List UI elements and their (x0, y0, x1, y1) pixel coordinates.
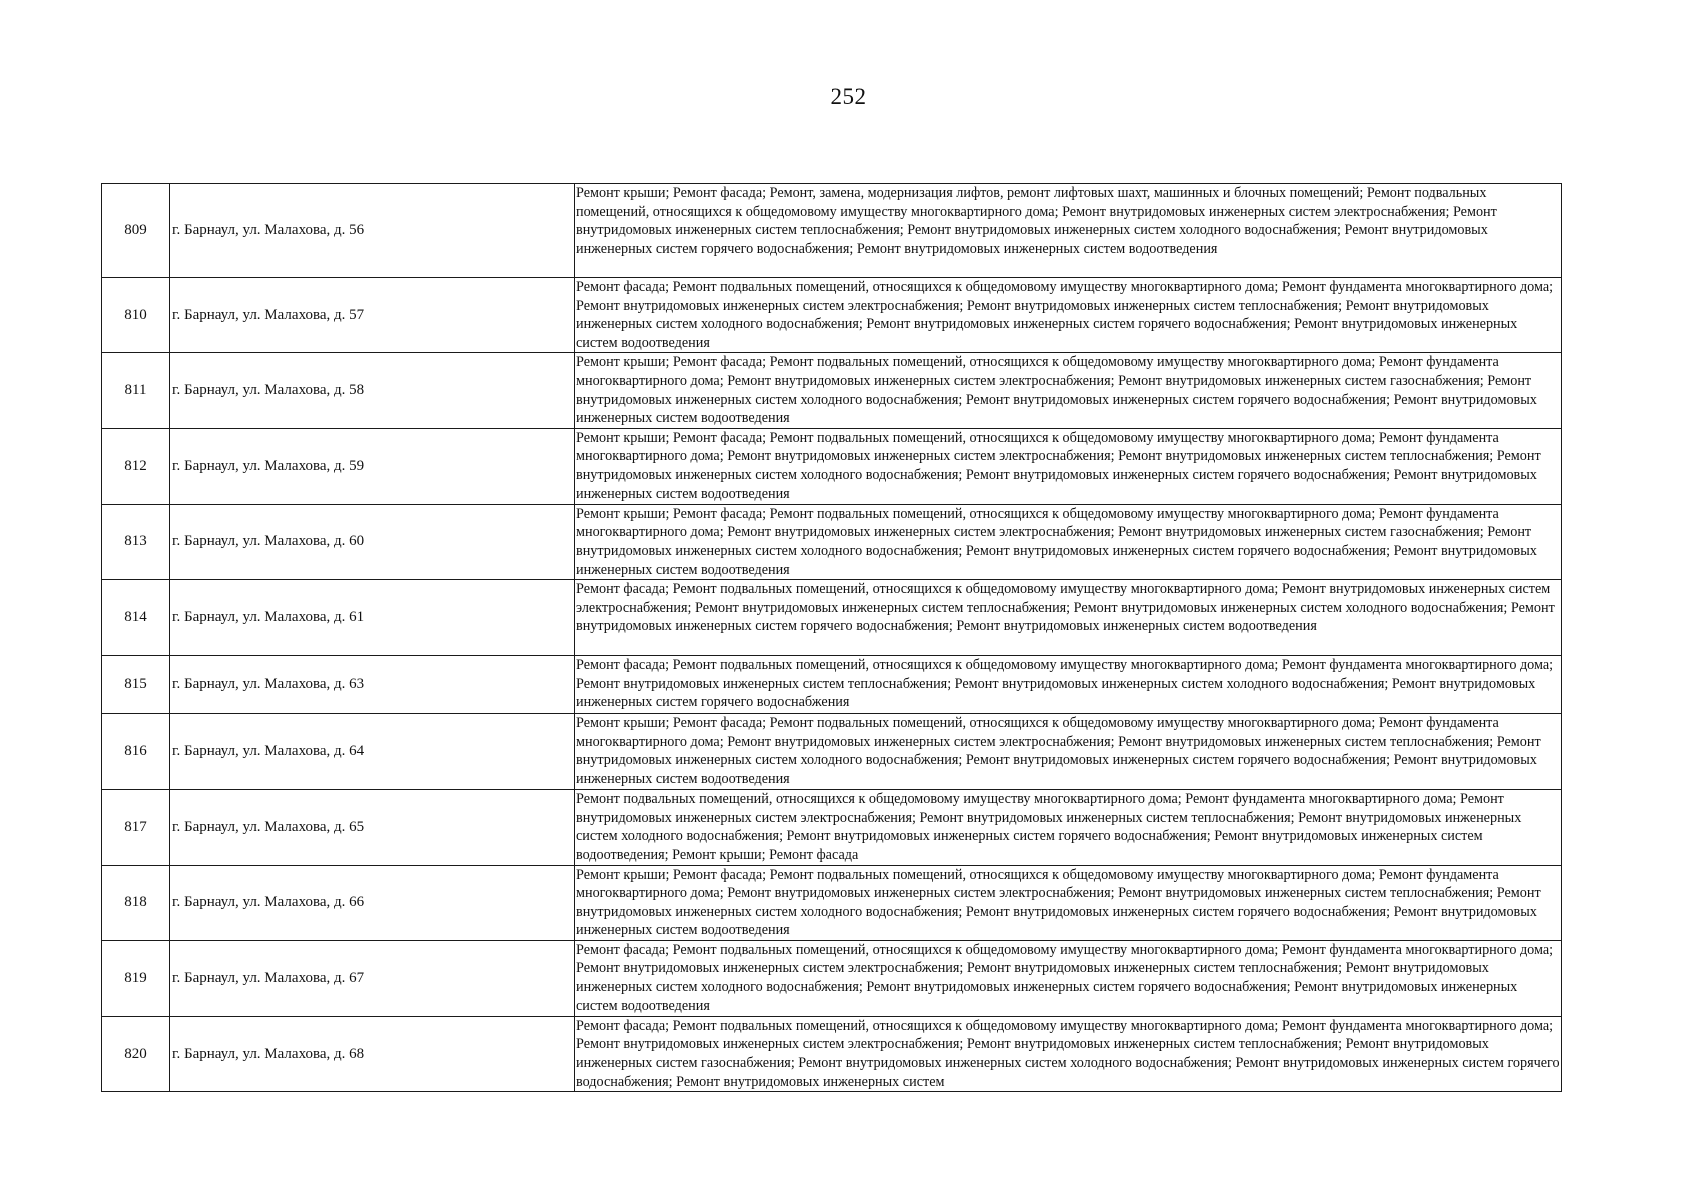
address-cell: г. Барнаул, ул. Малахова, д. 59 (170, 428, 575, 504)
address-cell: г. Барнаул, ул. Малахова, д. 61 (170, 580, 575, 656)
table-row (102, 790, 1562, 865)
works-cell: Ремонт крыши; Ремонт фасада; Ремонт подвальных помещений, относящихся к общедомовому имуществу многоквартирного дома; Ремонт фундамента многоквартирного дома; Ремонт внутридомовых инженерных систем электроснабжения; Ремонт внутридомовых инженерных систем теплоснабжения; Ремонт внутридомовых инженерных систем холодного водоснабжения; Ремонт внутридомовых инженерных систем горячего водоснабжения; Ремонт внутридомовых инженерных систем водоотведения (575, 714, 1562, 790)
table-row (102, 714, 1562, 790)
row-number: 817 (102, 790, 170, 865)
address-cell: г. Барнаул, ул. Малахова, д. 60 (170, 504, 575, 579)
table-row (102, 865, 1562, 940)
works-cell: Ремонт фасада; Ремонт подвальных помещений, относящихся к общедомовому имуществу многоквартирного дома; Ремонт фундамента многоквартирного дома; Ремонт внутридомовых инженерных систем электроснабжения; Ремонт внутридомовых инженерных систем теплоснабжения; Ремонт внутридомовых инженерных систем холодного водоснабжения; Ремонт внутридомовых инженерных систем горячего водоснабжения; Ремонт внутридомовых инженерных систем водоотведения (575, 278, 1562, 353)
works-cell: Ремонт крыши; Ремонт фасада; Ремонт подвальных помещений, относящихся к общедомовому имуществу многоквартирного дома; Ремонт фундамента многоквартирного дома; Ремонт внутридомовых инженерных систем электроснабжения; Ремонт внутридомовых инженерных систем газоснабжения; Ремонт внутридомовых инженерных систем холодного водоснабжения; Ремонт внутридомовых инженерных систем горячего водоснабжения; Ремонт внутридомовых инженерных систем водоотведения (575, 504, 1562, 579)
row-number: 820 (102, 1016, 170, 1091)
works-cell: Ремонт фасада; Ремонт подвальных помещений, относящихся к общедомовому имуществу многоквартирного дома; Ремонт фундамента многоквартирного дома; Ремонт внутридомовых инженерных систем электроснабжения; Ремонт внутридомовых инженерных систем теплоснабжения; Ремонт внутридомовых инженерных систем холодного водоснабжения; Ремонт внутридомовых инженерных систем горячего водоснабжения; Ремонт внутридомовых инженерных систем водоотведения (575, 940, 1562, 1016)
row-number: 819 (102, 940, 170, 1016)
address-cell: г. Барнаул, ул. Малахова, д. 57 (170, 278, 575, 353)
table-row (102, 656, 1562, 714)
row-number: 811 (102, 353, 170, 428)
works-cell: Ремонт крыши; Ремонт фасада; Ремонт подвальных помещений, относящихся к общедомовому имуществу многоквартирного дома; Ремонт фундамента многоквартирного дома; Ремонт внутридомовых инженерных систем электроснабжения; Ремонт внутридомовых инженерных систем теплоснабжения; Ремонт внутридомовых инженерных систем холодного водоснабжения; Ремонт внутридомовых инженерных систем горячего водоснабжения; Ремонт внутридомовых инженерных систем водоотведения (575, 428, 1562, 504)
row-number: 809 (102, 184, 170, 278)
row-number: 818 (102, 865, 170, 940)
works-cell: Ремонт фасада; Ремонт подвальных помещений, относящихся к общедомовому имуществу многоквартирного дома; Ремонт фундамента многоквартирного дома; Ремонт внутридомовых инженерных систем теплоснабжения; Ремонт внутридомовых инженерных систем холодного водоснабжения; Ремонт внутридомовых инженерных систем горячего водоснабжения (575, 656, 1562, 714)
table-row (102, 1016, 1562, 1091)
works-cell: Ремонт крыши; Ремонт фасада; Ремонт подвальных помещений, относящихся к общедомовому имуществу многоквартирного дома; Ремонт фундамента многоквартирного дома; Ремонт внутридомовых инженерных систем электроснабжения; Ремонт внутридомовых инженерных систем теплоснабжения; Ремонт внутридомовых инженерных систем холодного водоснабжения; Ремонт внутридомовых инженерных систем горячего водоснабжения; Ремонт внутридомовых инженерных систем водоотведения (575, 865, 1562, 940)
works-cell: Ремонт подвальных помещений, относящихся к общедомовому имуществу многоквартирного дома; Ремонт фундамента многоквартирного дома; Ремонт внутридомовых инженерных систем электроснабжения; Ремонт внутридомовых инженерных систем теплоснабжения; Ремонт внутридомовых инженерных систем холодного водоснабжения; Ремонт внутридомовых инженерных систем горячего водоснабжения; Ремонт внутридомовых инженерных систем водоотведения; Ремонт крыши; Ремонт фасада (575, 790, 1562, 865)
table-row (102, 278, 1562, 353)
address-cell: г. Барнаул, ул. Малахова, д. 67 (170, 940, 575, 1016)
page-number: 252 (830, 84, 867, 109)
row-number: 816 (102, 714, 170, 790)
address-cell: г. Барнаул, ул. Малахова, д. 64 (170, 714, 575, 790)
works-cell: Ремонт фасада; Ремонт подвальных помещений, относящихся к общедомовому имуществу многоквартирного дома; Ремонт фундамента многоквартирного дома; Ремонт внутридомовых инженерных систем электроснабжения; Ремонт внутридомовых инженерных систем теплоснабжения; Ремонт внутридомовых инженерных систем газоснабжения; Ремонт внутридомовых инженерных систем холодного водоснабжения; Ремонт внутридомовых инженерных систем горячего водоснабжения; Ремонт внутридомовых инженерных систем (575, 1016, 1562, 1091)
table-row (102, 940, 1562, 1016)
row-number: 810 (102, 278, 170, 353)
table-row (102, 353, 1562, 428)
works-cell: Ремонт крыши; Ремонт фасада; Ремонт подвальных помещений, относящихся к общедомовому имуществу многоквартирного дома; Ремонт фундамента многоквартирного дома; Ремонт внутридомовых инженерных систем электроснабжения; Ремонт внутридомовых инженерных систем газоснабжения; Ремонт внутридомовых инженерных систем холодного водоснабжения; Ремонт внутридомовых инженерных систем горячего водоснабжения; Ремонт внутридомовых инженерных систем водоотведения (575, 353, 1562, 428)
table-row (102, 428, 1562, 504)
works-cell: Ремонт крыши; Ремонт фасада; Ремонт, замена, модернизация лифтов, ремонт лифтовых шахт, машинных и блочных помещений; Ремонт подвальных помещений, относящихся к общедомовому имуществу многоквартирного дома; Ремонт внутридомовых инженерных систем электроснабжения; Ремонт внутридомовых инженерных систем теплоснабжения; Ремонт внутридомовых инженерных систем холодного водоснабжения; Ремонт внутридомовых инженерных систем горячего водоснабжения; Ремонт внутридомовых инженерных систем водоотведения (575, 184, 1562, 278)
repair-schedule-table (101, 183, 1562, 1092)
address-cell: г. Барнаул, ул. Малахова, д. 56 (170, 184, 575, 278)
works-cell: Ремонт фасада; Ремонт подвальных помещений, относящихся к общедомовому имуществу многоквартирного дома; Ремонт внутридомовых инженерных систем электроснабжения; Ремонт внутридомовых инженерных систем теплоснабжения; Ремонт внутридомовых инженерных систем холодного водоснабжения; Ремонт внутридомовых инженерных систем горячего водоснабжения; Ремонт внутридомовых инженерных систем водоотведения (575, 580, 1562, 656)
row-number: 812 (102, 428, 170, 504)
address-cell: г. Барнаул, ул. Малахова, д. 65 (170, 790, 575, 865)
row-number: 814 (102, 580, 170, 656)
address-cell: г. Барнаул, ул. Малахова, д. 68 (170, 1016, 575, 1091)
table-row (102, 504, 1562, 579)
address-cell: г. Барнаул, ул. Малахова, д. 58 (170, 353, 575, 428)
row-number: 815 (102, 656, 170, 714)
row-number: 813 (102, 504, 170, 579)
address-cell: г. Барнаул, ул. Малахова, д. 63 (170, 656, 575, 714)
address-cell: г. Барнаул, ул. Малахова, д. 66 (170, 865, 575, 940)
table-row (102, 184, 1562, 278)
table-row (102, 580, 1562, 656)
